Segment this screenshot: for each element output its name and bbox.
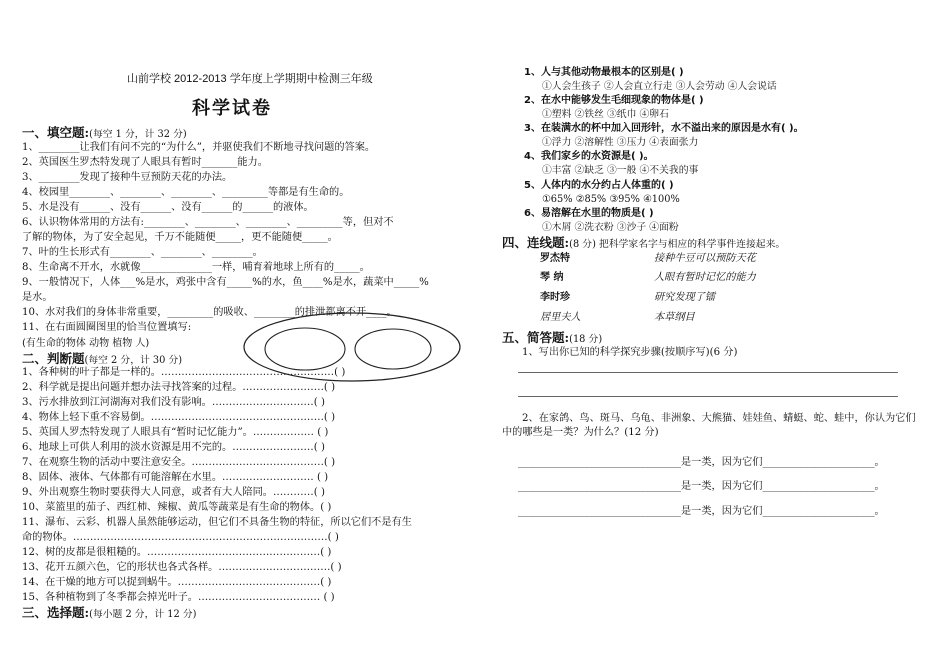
s3-options: ①65% ②85% ③95% ④100%	[542, 194, 680, 205]
s1-item: 是水。	[22, 292, 53, 303]
s3-question: 6、易溶解在水里的物质是( )	[524, 208, 654, 219]
s1-item: 7、叶的生长形式有________、________、________。	[22, 247, 263, 258]
s3-question: 4、我们家乡的水资源是( )。	[524, 151, 654, 162]
section2-header	[22, 352, 182, 367]
s2-item: 13、花开五颜六色，它的形状也各式各样。……………………………( )	[22, 562, 342, 573]
s2-item: 5、英国人罗杰特发现了人眼具有“暂时记忆能力”。……………… ( )	[22, 427, 329, 438]
section1-note: (每空 1 分，计 32 分)	[89, 129, 187, 140]
circle-labels: (有生命的物体 动物 植物 人)	[22, 338, 150, 349]
s2-item: 15、各种植物到了冬季都会掉光叶子。……………………………… ( )	[22, 592, 335, 603]
s2-item: 1、各种树的叶子都是一样的。……………………………………………( )	[22, 367, 346, 378]
s2-item: 11、瀑布、云彩、机器人虽然能够运动，但它们不具备生物的特征，所以它们不是有生	[22, 517, 412, 528]
s5-question-1: 1、写出你已知的科学探究步骤(按顺序写)(6 分)	[522, 347, 738, 358]
answer-line	[518, 372, 898, 373]
s2-item: 4、物体上轻下重不容易倒。……………………………………………( )	[22, 412, 336, 423]
s1-item: 6、认识物体常用的方法有:________、________、________、_________等，但对不	[22, 217, 394, 228]
s5-question-2: 2、在家鸽、鸟、斑马、乌龟、非洲象、大熊猫、娃娃鱼、蜻蜓、蛇、蛙中，你认为它们	[522, 413, 916, 424]
s3-question: 2、在水中能够发生毛细现象的物体是( )	[524, 95, 704, 106]
scientist-name: 罗杰特	[540, 253, 570, 264]
section2-heading: 二、判断题	[22, 351, 85, 366]
section1-header	[22, 126, 187, 141]
s1-item: 4、校园里________、________、________、_________等都是有生命的。	[22, 187, 350, 198]
left-ellipse	[265, 328, 345, 370]
s5-question-2-cont: 中的哪些是一类？为什么？(12 分)	[502, 427, 659, 438]
s3-options: ①丰富 ②缺乏 ③一般 ④不关我的事	[542, 165, 699, 176]
s2-item: 3、污水排放到江河湖海对我们没有影响。…………………………( )	[22, 397, 325, 408]
section5-header	[502, 331, 602, 346]
s1-item: 8、生命离不开水，水就像______________一样，哺育着地球上所有的_____。	[22, 262, 370, 273]
s1-item: 2、英国医生罗杰特发现了人眼具有暂时_______能力。	[22, 157, 268, 168]
school-line: 山前学校 2012-2013 学年度上学期期中检测三年级	[127, 73, 373, 85]
scientist-name: 琴 纳	[540, 272, 564, 283]
page-title: 科学试卷	[192, 98, 272, 119]
science-event: 本草纲目	[654, 312, 695, 323]
s1-item: 1、________让我们有问不完的“为什么”，并驱使我们不断地寻找问题的答案。	[22, 142, 376, 153]
s3-options: ①浮力 ②溶解性 ③压力 ④表面张力	[542, 137, 699, 148]
section4-header	[502, 236, 785, 251]
answer-row: ________________________________是一类，因为它们______________________。	[518, 506, 885, 517]
section1-heading: 一、填空题:	[22, 125, 90, 140]
s1-item: 了解的物体，为了安全起见，千万不能随便_____，更不能随便_____。	[22, 232, 338, 243]
right-ellipse	[355, 329, 431, 369]
s1-item: 5、水是没有______、没有______、没有______的______的液体。	[22, 202, 314, 213]
scientist-name: 居里夫人	[540, 312, 581, 323]
scientist-name: 李时珍	[540, 292, 570, 303]
section4-note: (8 分) 把科学家名字与相应的科学事件连接起来。	[569, 239, 786, 250]
section4-heading: 四、连线题:	[502, 235, 570, 250]
answer-line	[518, 396, 898, 397]
section3-header	[22, 606, 197, 621]
s1-item: 10、水对我们的身体非常重要，_________的吸收、________的排泄都离不开____。	[22, 307, 397, 318]
science-event: 接种牛豆可以预防天花	[654, 253, 756, 264]
s2-item: 7、在观察生物的活动中要注意安全。…………………………………( )	[22, 457, 336, 468]
s3-options: ①木屑 ②洗衣粉 ③沙子 ④面粉	[542, 222, 679, 233]
s2-item: 9、外出观察生物时要获得大人同意，或者有大人陪同。…………( )	[22, 487, 325, 498]
s3-question: 3、在装满水的杯中加入回形针，水不溢出来的原因是水有( )。	[524, 123, 804, 134]
science-event: 人眼有暂时记忆的能力	[654, 272, 756, 283]
s3-options: ①塑料 ②铁丝 ③纸巾 ④卵石	[542, 109, 669, 120]
s2-item: 命的物体。…………………………………………………………………( )	[22, 532, 339, 543]
s1-item: 9、一般情况下，人体___%是水，鸡张中含有_____%的水，鱼____%是水，蔬菜中_____%	[22, 277, 429, 288]
section5-note: (18 分)	[569, 334, 603, 345]
s2-item: 10、菜篮里的茄子、西红柿、辣椒、黄瓜等蔬菜是有生命的物体。( )	[22, 502, 332, 513]
s2-item: 12、树的皮都是很粗糙的。……………………………………………( )	[22, 547, 332, 558]
section2-note: (每空 2 分，计 30 分)	[84, 355, 183, 366]
s2-item: 6、地球上可供人利用的淡水资源是用不完的。……………………( )	[22, 442, 325, 453]
s2-item: 2、科学就是提出问题并想办法寻找答案的过程。……………………( )	[22, 382, 336, 393]
answer-row: ________________________________是一类，因为它们______________________。	[518, 457, 885, 468]
section3-note: (每小题 2 分，计 12 分)	[89, 609, 197, 620]
answer-row: ________________________________是一类，因为它们______________________。	[518, 481, 885, 492]
s2-item: 14、在干燥的地方可以捉到蜗牛。……………………………………( )	[22, 577, 332, 588]
section3-heading: 三、选择题:	[22, 605, 90, 620]
section5-heading: 五、简答题:	[502, 330, 570, 345]
s2-item: 8、固体、液体、气体都有可能溶解在水里。……………………… ( )	[22, 472, 329, 483]
science-event: 研究发现了镭	[654, 292, 716, 303]
s1-item: 11、在右面圆圈图里的恰当位置填写:	[22, 322, 192, 333]
s3-question: 5、人体内的水分约占人体重的( )	[524, 180, 674, 191]
s1-item: 3、________发现了接种牛豆预防天花的办法。	[22, 172, 233, 183]
s3-options: ①人会生孩子 ②人会直立行走 ③人会劳动 ④人会说话	[542, 81, 777, 92]
s3-question: 1、人与其他动物最根本的区别是( )	[524, 67, 684, 78]
